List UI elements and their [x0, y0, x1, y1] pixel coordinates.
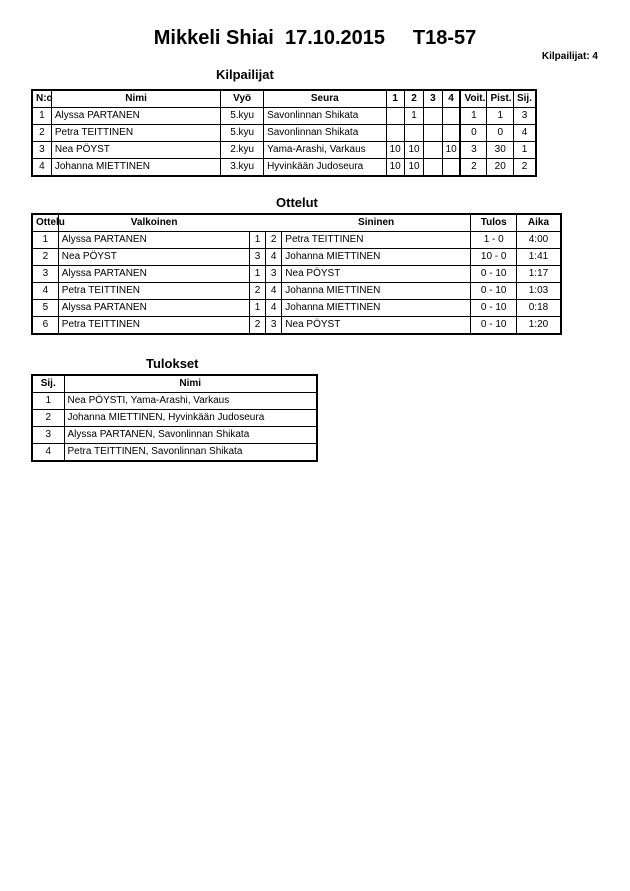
cell: 2 [249, 283, 265, 300]
cell: Petra TEITTINEN [282, 232, 471, 249]
cell: 0 - 10 [471, 283, 517, 300]
cell: 10 [404, 142, 423, 159]
cell: 2 [460, 159, 487, 177]
cell: Alyssa PARTANEN [58, 266, 249, 283]
col-header: 4 [442, 90, 460, 108]
cell: 1 [487, 108, 514, 125]
cell: Savonlinnan Shikata [264, 125, 386, 142]
cell: 3 [32, 427, 64, 444]
cell: 5.kyu [221, 108, 264, 125]
table-row [32, 232, 561, 249]
cell: 4 [32, 444, 64, 462]
category: T18-57 [412, 27, 477, 49]
page-title [0, 27, 630, 50]
col-header: Aika [516, 214, 561, 232]
cell: Petra TEITTINEN, Savonlinnan Shikata [64, 444, 317, 462]
cell: 3 [460, 142, 487, 159]
col-header: Pist. [487, 90, 514, 108]
cell: 4 [266, 300, 282, 317]
cell [424, 142, 442, 159]
cell: 0:18 [516, 300, 561, 317]
cell [442, 108, 460, 125]
cell: 20 [487, 159, 514, 177]
cell: 0 - 10 [471, 317, 517, 335]
cell [386, 125, 404, 142]
cell: Alyssa PARTANEN [58, 300, 249, 317]
cell: 4 [513, 125, 536, 142]
col-header: Nimi [51, 90, 220, 108]
col-header: Sij. [32, 375, 64, 393]
cell: 4 [266, 283, 282, 300]
cell: 1 [404, 108, 423, 125]
cell: 1 [32, 232, 58, 249]
matches-table [31, 213, 562, 335]
cell: 3 [513, 108, 536, 125]
cell: 5.kyu [221, 125, 264, 142]
cell: 1 [32, 108, 51, 125]
competitors-table [31, 89, 537, 177]
results-title: Tulokset [146, 356, 199, 371]
cell [386, 108, 404, 125]
cell: 0 - 10 [471, 266, 517, 283]
col-header: N:o [32, 90, 51, 108]
cell: Petra TEITTINEN [58, 317, 249, 335]
cell: Petra TEITTINEN [51, 125, 220, 142]
cell [424, 159, 442, 177]
cell: 4 [32, 283, 58, 300]
cell: Nea PÖYSTI, Yama-Arashi, Varkaus [64, 393, 317, 410]
cell: 3 [266, 317, 282, 335]
cell: 1:17 [516, 266, 561, 283]
cell: 3 [32, 266, 58, 283]
col-header: Seura [264, 90, 386, 108]
cell: 4 [32, 159, 51, 177]
cell [404, 125, 423, 142]
col-header: Sij. [513, 90, 536, 108]
cell: 1:20 [516, 317, 561, 335]
cell: 3 [32, 142, 51, 159]
cell: 4 [266, 249, 282, 266]
cell: 1 [32, 393, 64, 410]
cell: Johanna MIETTINEN [282, 283, 471, 300]
cell: Johanna MIETTINEN [282, 300, 471, 317]
cell: 1 [513, 142, 536, 159]
cell: Nea PÖYST [51, 142, 220, 159]
cell: 10 [442, 142, 460, 159]
col-header: Tulos [471, 214, 517, 232]
cell: Alyssa PARTANEN, Savonlinnan Shikata [64, 427, 317, 444]
cell: 2 [32, 410, 64, 427]
col-header: Vyö [221, 90, 264, 108]
table-row [32, 317, 561, 335]
col-header: 2 [404, 90, 423, 108]
cell: 5 [32, 300, 58, 317]
cell: 1 [249, 232, 265, 249]
cell: 1:03 [516, 283, 561, 300]
cell: 10 - 0 [471, 249, 517, 266]
cell: 1:41 [516, 249, 561, 266]
cell: Nea PÖYST [282, 317, 471, 335]
cell: Hyvinkään Judoseura [264, 159, 386, 177]
cell: 1 - 0 [471, 232, 517, 249]
cell: Alyssa PARTANEN [58, 232, 249, 249]
results-table [31, 374, 318, 462]
cell: 2 [32, 125, 51, 142]
matches-header [32, 214, 561, 232]
cell: 0 [460, 125, 487, 142]
cell: Johanna MIETTINEN [51, 159, 220, 177]
col-header-blank [249, 214, 281, 232]
cell: Alyssa PARTANEN [51, 108, 220, 125]
cell: 6 [32, 317, 58, 335]
cell: 2 [266, 232, 282, 249]
cell [442, 159, 460, 177]
competitors-title: Kilpailijat [216, 67, 274, 82]
cell: Nea PÖYST [58, 249, 249, 266]
cell: Petra TEITTINEN [58, 283, 249, 300]
table-row [32, 300, 561, 317]
cell: 0 - 10 [471, 300, 517, 317]
table-row [32, 283, 561, 300]
table-row [32, 427, 317, 444]
cell: 3 [266, 266, 282, 283]
cell [424, 108, 442, 125]
col-header: Valkoinen [58, 214, 249, 232]
cell: Nea PÖYST [282, 266, 471, 283]
competitors-header [32, 90, 536, 108]
cell: 2 [513, 159, 536, 177]
table-row [32, 159, 536, 177]
col-header: Ottelu [32, 214, 58, 232]
cell: 0 [487, 125, 514, 142]
cell: Yama-Arashi, Varkaus [264, 142, 386, 159]
cell: 30 [487, 142, 514, 159]
cell [442, 125, 460, 142]
matches-title: Ottelut [276, 195, 318, 210]
cell: 2.kyu [221, 142, 264, 159]
cell: 10 [404, 159, 423, 177]
col-header: Nimi [64, 375, 317, 393]
table-row [32, 108, 536, 125]
event-name: Mikkeli Shiai [153, 27, 274, 49]
cell: 2 [249, 317, 265, 335]
table-row [32, 444, 317, 462]
col-header: 1 [386, 90, 404, 108]
table-row [32, 125, 536, 142]
col-header: 3 [424, 90, 442, 108]
cell: 3.kyu [221, 159, 264, 177]
participants-count: Kilpailijat: 4 [541, 51, 598, 62]
table-row [32, 142, 536, 159]
cell: 1 [249, 266, 265, 283]
cell: 4:00 [516, 232, 561, 249]
cell: Savonlinnan Shikata [264, 108, 386, 125]
table-row [32, 393, 317, 410]
table-row [32, 266, 561, 283]
cell: 1 [460, 108, 487, 125]
event-date: 17.10.2015 [284, 27, 386, 49]
results-header [32, 375, 317, 393]
col-header: Sininen [282, 214, 471, 232]
cell: 2 [32, 249, 58, 266]
cell: Johanna MIETTINEN [282, 249, 471, 266]
cell [424, 125, 442, 142]
cell: 10 [386, 142, 404, 159]
table-row [32, 249, 561, 266]
cell: 3 [249, 249, 265, 266]
cell: 1 [249, 300, 265, 317]
cell: 10 [386, 159, 404, 177]
cell: Johanna MIETTINEN, Hyvinkään Judoseura [64, 410, 317, 427]
col-header: Voit. [460, 90, 487, 108]
table-row [32, 410, 317, 427]
